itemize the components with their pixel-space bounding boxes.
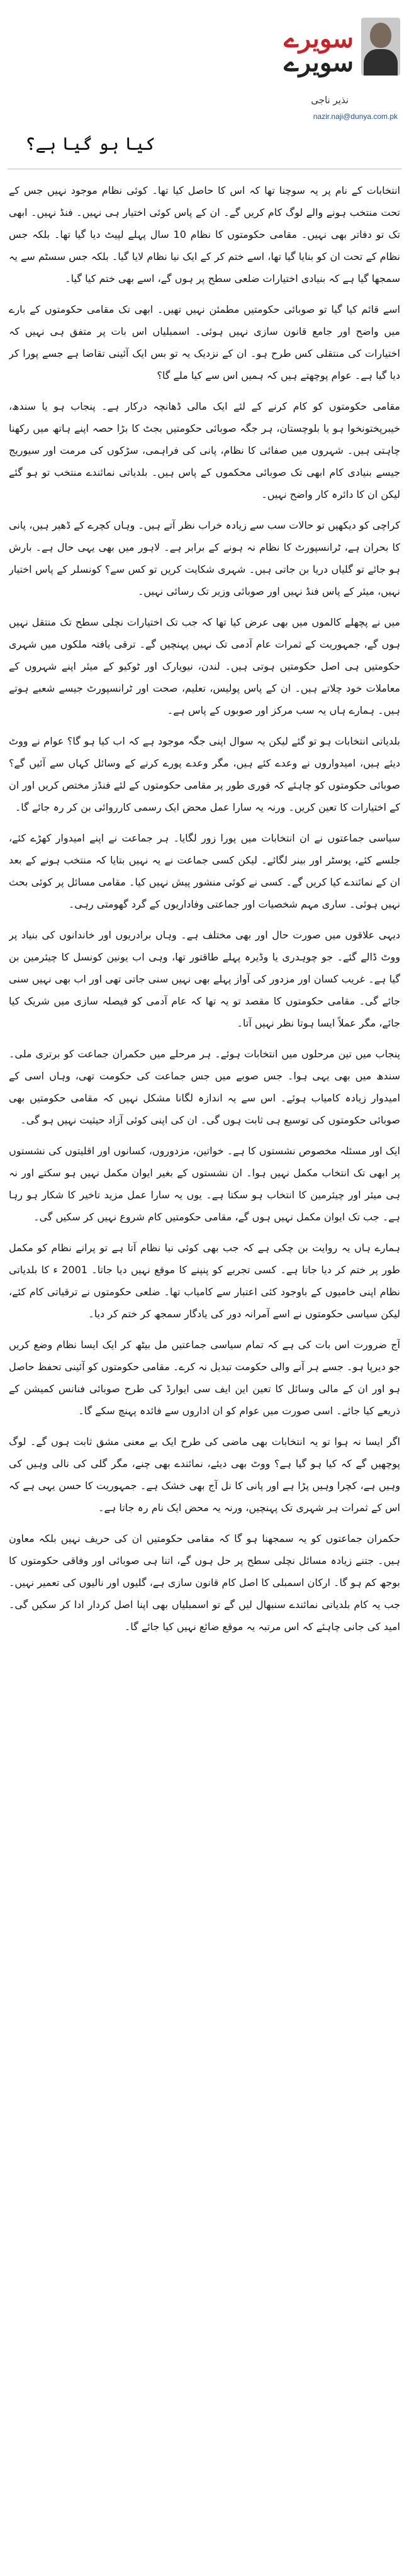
author-photo-head <box>370 23 391 48</box>
paragraph: میں نے پچھلے کالموں میں بھی عرض کیا تھا کہ جب تک اختیارات نچلی سطح تک منتقل نہیں ہوں گے، جمہوریت کے ثمرات عام آدمی تک نہیں پہنچیں گے۔ ترقی یافتہ ملکوں میں شہری حکومتیں ہی اصل حکومتیں ہوتی ہیں۔ لندن، نیویارک اور ٹوکیو کے میئر اپنے شہروں کے معاملات خود چلاتے ہیں۔ ان کے پاس پولیس، تعلیم، صحت اور ٹرانسپورٹ جیسے شعبے ہوتے ہیں۔ ہمارے ہاں یہ سب مرکز اور صوبوں کے پاس ہے۔ <box>9 616 400 716</box>
paragraph: حکمران جماعتوں کو یہ سمجھنا ہو گا کہ مقامی حکومتیں ان کی حریف نہیں بلکہ معاون ہیں۔ جتنے زیادہ مسائل نچلی سطح پر حل ہوں گے، اتنا ہی صوبائی اور وفاقی حکومتوں کا بوجھ کم ہو گا۔ ارکان اسمبلی کا اصل کام قانون سازی ہے، گلیوں اور نالیوں کی تعمیر نہیں۔ جب یہ کام بلدیاتی نمائندے سنبھال لیں گے تو اسمبلیاں بھی اپنا اصل کردار ادا کر سکیں گی۔ امید کی جانی چاہئے کہ اس مرتبہ یہ موقع ضائع نہیں کیا جائے گا۔ <box>9 1533 400 1633</box>
column-header <box>0 0 409 208</box>
paragraph: مقامی حکومتوں کو کام کرنے کے لئے ایک مالی ڈھانچہ درکار ہے۔ پنجاب ہو یا سندھ، خیبرپختونخوا ہو یا بلوچستان، ہر جگہ صوبائی حکومتیں بجٹ کا بڑا حصہ اپنے ہاتھ میں رکھنا چاہتی ہیں۔ شہروں میں صفائی کا نظام، پانی کی فراہمی، سڑکوں کی مرمت اور سیوریج جیسے بنیادی کام ابھی تک صوبائی محکموں کے پاس ہیں۔ بلدیاتی نمائندے منتخب تو ہو گئے لیکن ان کا دائرہ کار واضح نہیں۔ <box>9 400 400 500</box>
paragraph: ایک اور مسئلہ مخصوص نشستوں کا ہے۔ خواتین، مزدوروں، کسانوں اور اقلیتوں کی نشستوں پر ابھی تک انتخاب مکمل نہیں ہوا۔ ان نشستوں کے بغیر ایوان مکمل نہیں ہو سکتے اور نہ ہی میئر اور چیئرمین کا انتخاب ہو سکتا ہے۔ یوں یہ سارا عمل مزید تاخیر کا شکار ہو رہا ہے۔ جب تک ایوان مکمل نہیں ہوں گے، مقامی حکومتیں کام شروع نہیں کر سکیں گی۔ <box>9 1145 400 1223</box>
column-brand-logo <box>247 25 354 77</box>
paragraph: آج ضرورت اس بات کی ہے کہ تمام سیاسی جماعتیں مل بیٹھ کر ایک ایسا نظام وضع کریں جو دیرپا ہو۔ جسے ہر آنے والی حکومت تبدیل نہ کرے۔ مقامی حکومتوں کو آئینی تحفظ حاصل ہو اور ان کے مالی وسائل کا تعین این ایف سی ایوارڈ کی طرح صوبائی فنانس کمیشن کے ذریعے کیا جائے۔ اسی صورت میں عوام کو ان اداروں سے فائدہ پہنچ سکے گا۔ <box>9 1339 400 1417</box>
paragraph: بلدیاتی انتخابات ہو تو گئے لیکن یہ سوال اپنی جگہ موجود ہے کہ اب کیا ہو گا؟ عوام نے ووٹ دیئے ہیں، امیدواروں نے وعدے کئے ہیں، مگر وعدے پورے کرنے کے وسائل کہاں سے آئیں گے؟ صوبائی حکومتوں کو چاہئے کہ فوری طور پر مقامی حکومتوں کے لئے فنڈز مختص کریں اور ان کے اختیارات کا تعین کریں۔ ورنہ یہ سارا عمل محض ایک رسمی کارروائی بن کر رہ جائے گا۔ <box>9 735 400 813</box>
brand-top-word: سویرے <box>284 24 354 53</box>
paragraph: سیاسی جماعتوں نے ان انتخابات میں پورا زور لگایا۔ ہر جماعت نے اپنے امیدوار کھڑے کئے، جلسے کئے، پوسٹر اور بینر لگائے۔ لیکن کسی جماعت نے یہ نہیں بتایا کہ منتخب ہونے کے بعد ان کے نمائندے کیا کریں گے۔ کسی نے کوئی منشور پیش نہیں کیا۔ مقامی مسائل پر کوئی بحث نہیں ہوئی۔ ساری مہم شخصیات اور جماعتی وفاداریوں کے گرد گھومتی رہی۔ <box>9 832 400 910</box>
column-title: کیا ہو گیا ہے؟ <box>25 133 156 154</box>
column-body <box>9 179 400 2568</box>
author-photo-body <box>364 49 398 76</box>
paragraph: اگر ایسا نہ ہوا تو یہ انتخابات بھی ماضی کی طرح ایک بے معنی مشق ثابت ہوں گے۔ لوگ پوچھیں گے کہ کیا ہو گیا ہے؟ ووٹ بھی دیئے، نمائندے بھی چنے، مگر گلی کی نالی وہیں کی وہیں ہے، کچرا وہیں پڑا ہے اور پانی کا نل آج بھی خشک ہے۔ جمہوریت کا حسن یہی ہے کہ اس کے ثمرات ہر شہری تک پہنچیں، ورنہ یہ محض ایک نام رہ جاتا ہے۔ <box>9 1436 400 1514</box>
author-photo <box>361 18 400 76</box>
brand-bottom-word: سویرے <box>284 48 354 77</box>
paragraph: پنجاب میں تین مرحلوں میں انتخابات ہوئے۔ ہر مرحلے میں حکمران جماعت کو برتری ملی۔ سندھ میں بھی یہی ہوا۔ جس صوبے میں جس جماعت کی حکومت تھی، وہاں اسی کے امیدوار زیادہ کامیاب ہوئے۔ اس سے یہ اندازہ لگانا مشکل نہیں کہ مقامی حکومتیں بھی صوبائی حکومتوں کی توسیع ہی ثابت ہوں گی۔ ان کی اپنی کوئی آزاد حیثیت نہیں ہو گی۔ <box>9 1048 400 1126</box>
author-email: nazir.naji@dunya.com.pk <box>313 112 398 121</box>
paragraph: اسے قائم کیا گیا تو صوبائی حکومتیں مطمئن نہیں تھیں۔ ابھی تک مقامی حکومتوں کے بارے میں واضح اور جامع قانون سازی نہیں ہوئی۔ اسمبلیاں اس بات پر متفق ہی نہیں کہ اختیارات کی منتقلی کس طرح ہو۔ ان کے نزدیک یہ تو بس ایک آئینی تقاضا ہے جسے پورا کر دیا گیا ہے۔ عوام پوچھتے ہیں کہ ہمیں اس سے کیا ملے گا؟ <box>9 303 400 381</box>
author-name: نذیر ناجی <box>311 94 349 106</box>
paragraph: انتخابات کے نام پر یہ سوچنا تھا کہ اس کا حاصل کیا تھا۔ کوئی نظام موجود نہیں جس کے تحت منتخب ہونے والے لوگ کام کریں گے۔ ان کے پاس کوئی اختیار ہی نہیں۔ فنڈ نہیں۔ ابھی تک تو دفاتر بھی نہیں۔ مقامی حکومتوں کا نظام 10 سال پہلے لپیٹ دیا گیا تھا۔ بلکہ جس نظام کے تحت ان کو بنایا گیا تھا، اسے ختم کر کے ایک نیا نظام لایا گیا۔ بلکہ جس سسٹم سے یہ سمجھا گیا ہے کہ بنیادی اختیارات ضلعی سطح پر ہوں گے، اسے بھی ختم کیا گیا۔ <box>9 184 400 284</box>
paragraph: ہمارے ہاں یہ روایت بن چکی ہے کہ جب بھی کوئی نیا نظام آتا ہے تو پرانے نظام کو مکمل طور پر ختم کر دیا جاتا ہے۔ کسی تجربے کو پنپنے کا موقع نہیں دیا جاتا۔ 2001 ء کا بلدیاتی نظام اپنی خامیوں کے باوجود کئی اعتبار سے کامیاب تھا۔ ضلعی حکومتوں نے ترقیاتی کام کئے، لیکن سیاسی حکومتوں نے اسے آمرانہ دور کی یادگار سمجھ کر ختم کر دیا۔ <box>9 1242 400 1320</box>
paragraph: کراچی کو دیکھیں تو حالات سب سے زیادہ خراب نظر آتے ہیں۔ وہاں کچرے کے ڈھیر ہیں، پانی کا بحران ہے، ٹرانسپورٹ کا نظام نہ ہونے کے برابر ہے۔ لاہور میں بھی یہی حال ہے۔ بارش ہو جائے تو گلیاں دریا بن جاتی ہیں۔ شہری شکایت کریں تو کس سے؟ کونسلر کے پاس اختیار نہیں، میئر کے پاس فنڈ نہیں اور صوبائی وزیر تک رسائی نہیں۔ <box>9 519 400 597</box>
paragraph: دیہی علاقوں میں صورت حال اور بھی مختلف ہے۔ وہاں برادریوں اور خاندانوں کی بنیاد پر ووٹ ڈالے گئے۔ جو چوہدری یا وڈیرہ پہلے طاقتور تھا، وہی اب یونین کونسل کا چیئرمین بن گیا ہے۔ غریب کسان اور مزدور کی آواز پہلے بھی نہیں سنی جاتی تھی اور اب بھی نہیں سنی جائے گی۔ مقامی حکومتوں کا مقصد تو یہ تھا کہ عام آدمی کو فیصلہ سازی میں شریک کیا جائے، مگر عملاً ایسا ہوتا نظر نہیں آتا۔ <box>9 929 400 1029</box>
